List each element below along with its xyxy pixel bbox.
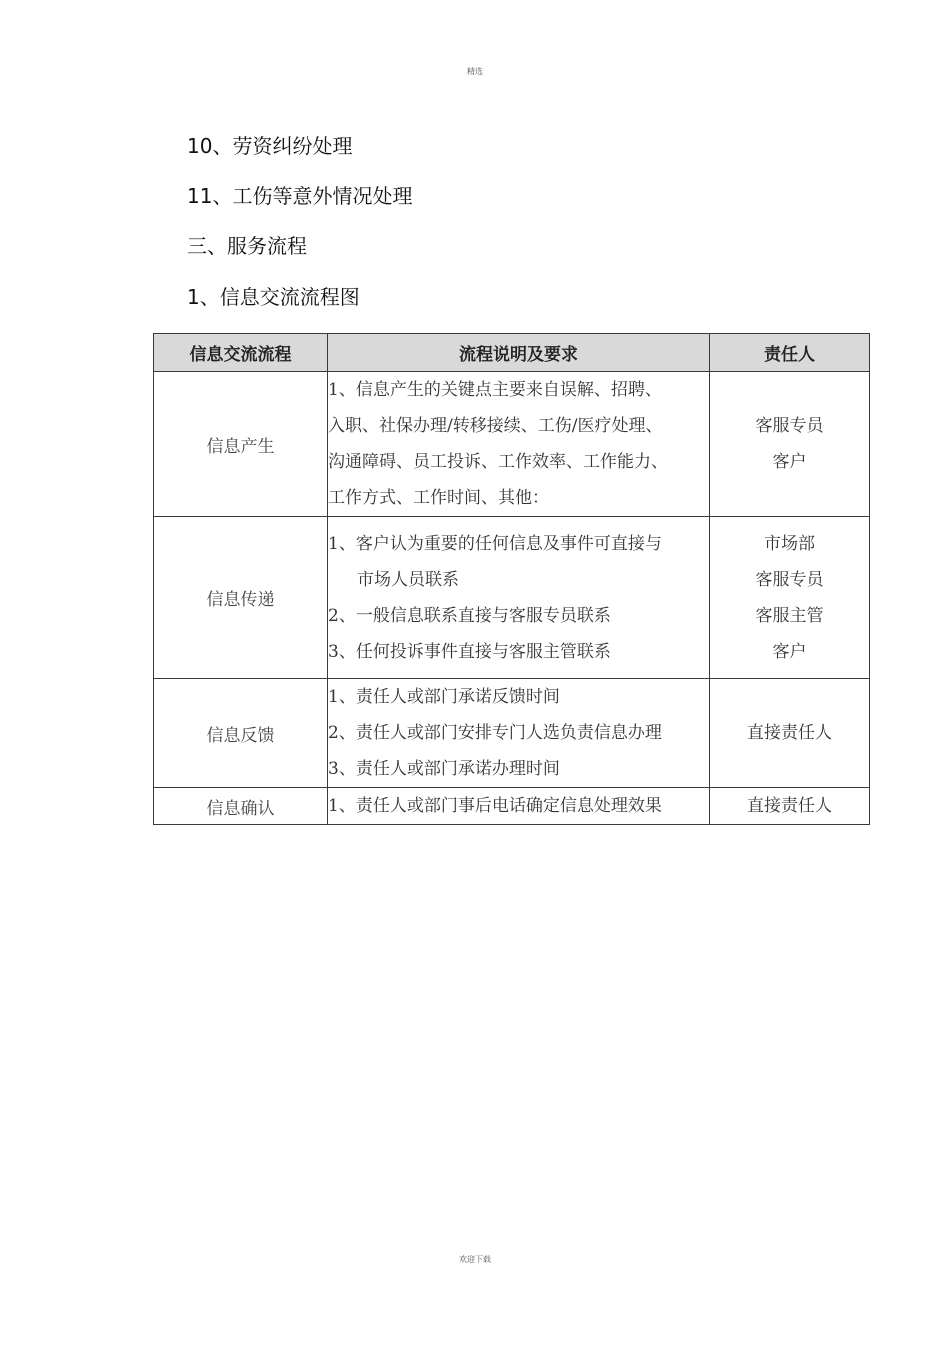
section-subheading-info-flow: 1、信息交流流程图 [187, 285, 360, 309]
info-flow-table [153, 333, 870, 825]
responsible-line: 客服专员 [755, 569, 824, 590]
section-item-injury-handling: 11、工伤等意外情况处理 [187, 184, 413, 208]
responsible-cell [710, 679, 870, 788]
responsible-cell [710, 788, 870, 825]
description-line: 工作方式、工作时间、其他： [328, 488, 549, 508]
stage-cell: 信息传递 [154, 517, 328, 679]
responsible-line: 市场部 [764, 533, 815, 554]
table-header-row [154, 334, 870, 372]
description-line: 市场人员联系 [357, 569, 459, 590]
stage-cell: 信息确认 [154, 788, 328, 825]
description-line: 3、任何投诉事件直接与客服主管联系 [328, 641, 611, 662]
table-row [154, 372, 870, 517]
description-line: 1、信息产生的关键点主要来自误解、招聘、 [328, 380, 662, 400]
responsible-line: 客服主管 [755, 605, 824, 626]
description-line: 沟通障碍、员工投诉、工作效率、工作能力、 [328, 452, 668, 472]
description-line: 1、责任人或部门承诺反馈时间 [328, 687, 560, 707]
page-footer-mark: 欢迎下载 [459, 1255, 491, 1264]
description-line: 1、责任人或部门事后电话确定信息处理效果 [328, 796, 662, 816]
header-responsible: 责任人 [710, 334, 870, 372]
description-cell [328, 679, 710, 788]
description-line: 1、客户认为重要的任何信息及事件可直接与 [328, 533, 662, 554]
description-cell [328, 788, 710, 825]
responsible-cell [710, 517, 870, 679]
table-row [154, 517, 870, 679]
responsible-line: 客户 [772, 452, 807, 472]
table-row [154, 679, 870, 788]
header-description: 流程说明及要求 [328, 334, 710, 372]
stage-cell: 信息反馈 [154, 679, 328, 788]
description-line: 2、责任人或部门安排专门人选负责信息办理 [328, 723, 662, 743]
page-header-mark: 精选 [467, 67, 483, 76]
responsible-cell [710, 372, 870, 517]
description-cell [328, 372, 710, 517]
section-item-labor-dispute: 10、劳资纠纷处理 [187, 134, 353, 158]
stage-cell: 信息产生 [154, 372, 328, 517]
responsible-line: 客服专员 [755, 416, 824, 436]
description-line: 入职、社保办理/转移接续、工伤/医疗处理、 [328, 416, 663, 436]
responsible-line: 客户 [772, 641, 807, 662]
description-line: 3、责任人或部门承诺办理时间 [328, 759, 560, 779]
description-line: 2、一般信息联系直接与客服专员联系 [328, 605, 611, 626]
description-cell [328, 517, 710, 679]
header-process: 信息交流流程 [154, 334, 328, 372]
section-heading-service-process: 三、服务流程 [187, 234, 307, 258]
table-row [154, 788, 870, 825]
responsible-line: 直接责任人 [747, 723, 832, 743]
responsible-line: 直接责任人 [747, 796, 832, 816]
